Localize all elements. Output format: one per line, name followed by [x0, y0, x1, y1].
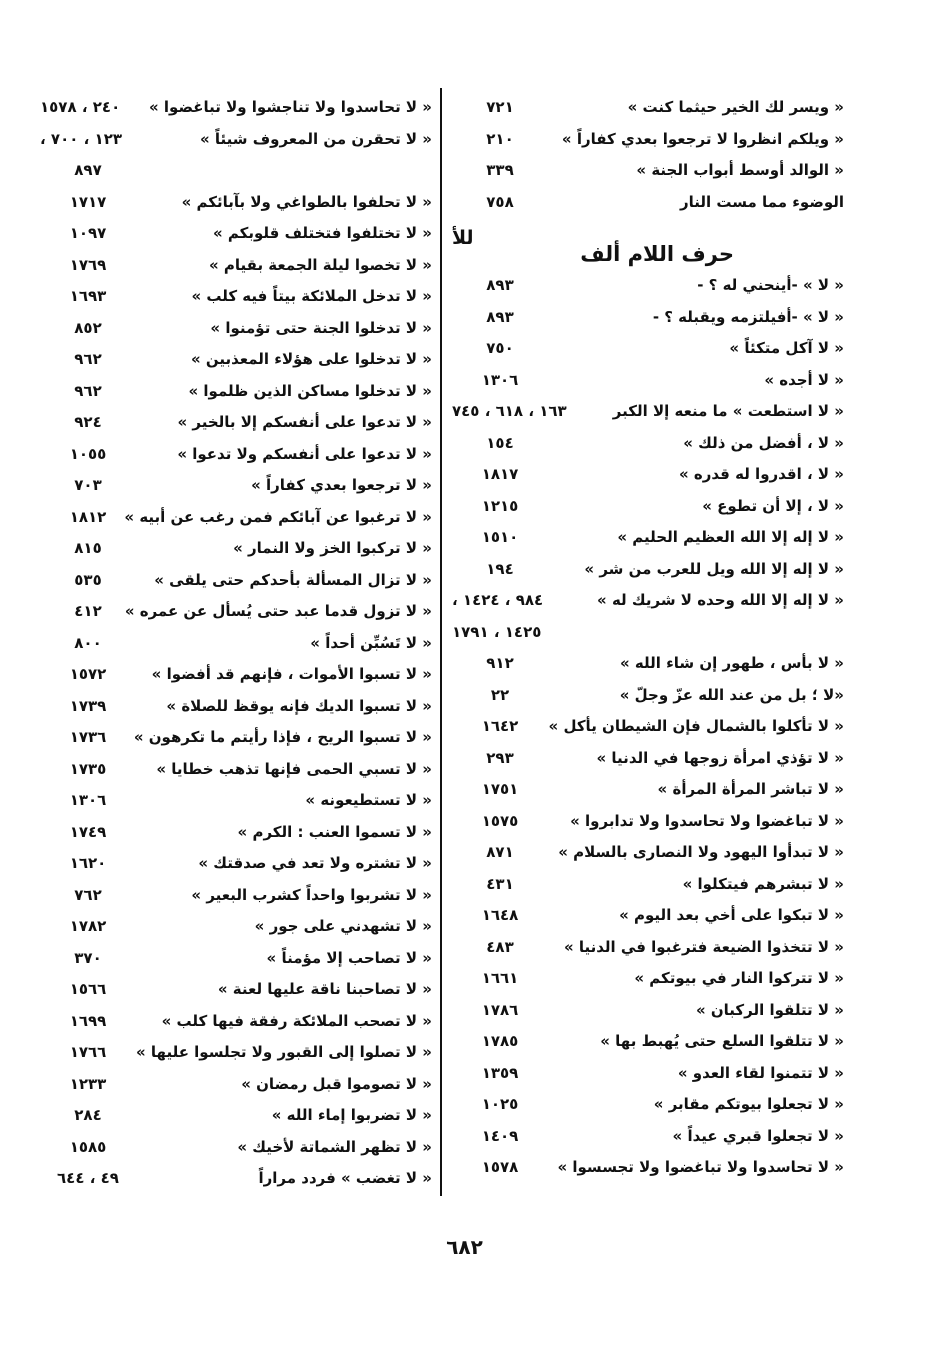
entry-number: ١٧٦٦	[69, 1043, 107, 1061]
index-entry	[452, 302, 844, 334]
entry-number: ٩٢٤	[74, 413, 102, 431]
entry-text: « لا تحلفوا بالطواغي ولا بآبائكم »	[181, 192, 432, 211]
index-entry	[452, 124, 844, 156]
entry-text: « ويسر لك الخير حيثما كنت »	[627, 98, 844, 116]
entry-number: ١٦٤٢	[481, 717, 519, 735]
entry-number: ٤٣١	[486, 874, 514, 893]
index-entry	[40, 344, 432, 376]
entry-text: « لا ترغبوا عن آبائكم فمن رغب عن أبيه »	[124, 507, 432, 526]
entry-number: ١٩٤	[486, 559, 514, 578]
entry-number: ٨٩٣	[486, 307, 514, 326]
index-entry	[452, 459, 844, 491]
entry-text: « لا تشتره ولا تعد في صدقتك »	[198, 854, 432, 872]
index-entry	[40, 943, 432, 975]
entry-number: ١٣٠٦	[69, 791, 107, 809]
entry-text: « لا تجعلوا قبري عيداً »	[672, 1126, 844, 1145]
entry-text: « لا تزول قدما عبد حتى يُسأل عن عمره »	[124, 602, 432, 620]
entry-number: ١٤٢٥ ، ١٧٩١	[452, 622, 542, 641]
entry-number: ٤٨٣	[486, 937, 514, 956]
index-entry	[452, 333, 844, 365]
index-entry	[40, 187, 432, 219]
index-entry	[452, 155, 844, 187]
index-entry	[40, 502, 432, 534]
entry-text: « لا تبدأوا اليهود ولا النصارى بالسلام »	[558, 843, 844, 861]
index-entry	[452, 963, 844, 995]
entry-number: ١٧٣٥	[69, 759, 107, 778]
entry-number: ٧٥٨	[486, 192, 514, 211]
entry-number: ١٥٦٦	[69, 980, 107, 998]
index-entry	[452, 1026, 844, 1058]
index-entry	[40, 533, 432, 565]
entry-number: ١٧٣٩	[69, 696, 107, 715]
index-entry	[40, 848, 432, 880]
index-entry	[40, 880, 432, 912]
index-entry	[40, 124, 432, 156]
entry-text: الوضوء مما مست النار	[680, 192, 844, 211]
entry-text: « لا تصلوا إلى القبور ولا تجلسوا عليها »	[136, 1043, 432, 1061]
index-entry	[452, 92, 844, 124]
index-entry	[452, 869, 844, 901]
entry-text: « لا » -أينحني له ؟ -	[697, 276, 844, 294]
index-entry	[40, 1100, 432, 1132]
entry-number: ٤١٢	[74, 602, 102, 620]
entry-text: «لا ؛ بل من عند الله عزّ وجلّ »	[619, 685, 844, 704]
entry-text: « لا تستطيعونه »	[305, 791, 432, 809]
right-column-entries	[452, 270, 844, 1184]
entry-text: « لا استطعت » ما منعه إلا الكبر	[612, 402, 844, 420]
index-entry	[40, 691, 432, 723]
index-entry	[40, 313, 432, 345]
entry-number: ٢٩٣	[486, 748, 514, 767]
entry-number: ٤٩ ، ٦٤٤	[57, 1169, 119, 1187]
entry-number: ١٣٠٦	[481, 370, 519, 389]
entry-number: ١٥٨٥	[69, 1137, 107, 1156]
index-entry	[452, 522, 844, 554]
entry-text: « لا تدخلوا الجنة حتى تؤمنوا »	[210, 318, 432, 337]
entry-number: ١٦٩٩	[69, 1011, 107, 1030]
index-entry	[40, 596, 432, 628]
index-entry	[40, 565, 432, 597]
page-number: ٦٨٢	[446, 1235, 483, 1259]
index-entry	[40, 1069, 432, 1101]
entry-text: « لا تدخلوا على هؤلاء المعذبين »	[190, 350, 432, 368]
entry-number: ١٢١٥	[481, 496, 519, 515]
entry-text: « لا تؤذي امرأة زوجها في الدنيا »	[596, 748, 844, 767]
entry-text: « لا تتمنوا لقاء العدو »	[677, 1063, 844, 1082]
index-entry	[40, 1163, 432, 1195]
entry-number: ٩٨٤ ، ١٤٢٤ ،	[452, 591, 544, 609]
entry-text: « لا إله إلا الله ويل للعرب من شر »	[584, 559, 844, 578]
entry-text: « لا تختلفوا فتختلف قلوبكم »	[212, 224, 432, 242]
index-entry	[40, 470, 432, 502]
entry-text: « لا » -أفيلتزمه ويقبله ؟ -	[652, 307, 844, 326]
entry-text: « لا بأس ، طهور إن شاء الله »	[619, 654, 844, 672]
index-entry	[452, 1152, 844, 1184]
right-column-entries-top	[452, 92, 844, 218]
entry-number: ٨٩٣	[486, 276, 514, 294]
entry-number: ٧٦٢	[74, 885, 102, 904]
index-entry	[452, 900, 844, 932]
entry-text: « لا تحقرن من المعروف شيئاً »	[199, 129, 432, 148]
index-entry	[452, 270, 844, 302]
entry-number: ١٤٠٩	[481, 1126, 519, 1145]
entry-number: ١٦٣ ، ٦١٨ ، ٧٤٥	[452, 402, 567, 420]
section-heading	[452, 218, 844, 270]
entry-text: « لا تدخل الملائكة بيتاً فيه كلب »	[191, 287, 432, 305]
entry-text: « لا أجده »	[764, 370, 844, 389]
entry-number: ١٠٢٥	[481, 1095, 519, 1113]
entry-text: « لا تسبوا الديك فإنه يوقظ للصلاة »	[166, 696, 432, 715]
index-entry	[452, 585, 844, 617]
entry-text: « لا تضربوا إماء الله »	[271, 1106, 432, 1124]
entry-text: « لا تصاحبنا ناقة عليها لعنة »	[217, 980, 432, 998]
entry-number: ١٢٣ ، ٧٠٠ ،	[40, 129, 123, 148]
index-entry	[452, 491, 844, 523]
entry-text: « لا تصحب الملائكة رفقة فيها كلب »	[161, 1011, 432, 1030]
entry-number: ٥٣٥	[74, 570, 102, 589]
entry-text: « ويلكم انظروا لا ترجعوا بعدي كفاراً »	[561, 129, 844, 148]
entry-number: ٧٥٠	[486, 339, 514, 357]
index-entry	[452, 837, 844, 869]
index-entry	[452, 428, 844, 460]
entry-text: « لا تدعوا على أنفسكم ولا تدعوا »	[177, 444, 432, 463]
index-entry	[452, 554, 844, 586]
index-entry	[452, 711, 844, 743]
entry-text: « لا تركبوا الخز ولا النمار »	[233, 539, 432, 557]
index-entry	[452, 1058, 844, 1090]
entry-number: ١٦٢٠	[69, 854, 107, 872]
index-entry	[40, 659, 432, 691]
index-entry	[452, 932, 844, 964]
index-entry	[452, 806, 844, 838]
index-entry	[452, 648, 844, 680]
entry-number: ١٧٨٦	[481, 1000, 519, 1019]
entry-number: ١٦٩٣	[69, 287, 107, 305]
entry-number: ٨٥٢	[74, 318, 102, 337]
entry-number: ٩٦٢	[74, 381, 102, 400]
index-entry	[452, 1121, 844, 1153]
entry-number: ٩١٢	[486, 654, 514, 672]
left-column	[40, 92, 432, 1195]
entry-number: ١٦٤٨	[481, 906, 519, 924]
entry-number: ١٧٦٩	[69, 255, 107, 274]
entry-text: « لا تسبوا الريح ، فإذا رأيتم ما تكرهون »	[133, 728, 432, 746]
index-entry	[452, 396, 844, 428]
entry-number: ١٦٦١	[481, 969, 519, 987]
entry-text: « لا تبكوا على أخي بعد اليوم »	[619, 906, 844, 924]
entry-number: ٩٦٢	[74, 350, 102, 368]
section-heading-title: حرف اللام ألف	[580, 242, 734, 266]
index-entry	[40, 376, 432, 408]
entry-number: ١٠٩٧	[69, 224, 107, 242]
entry-number: ٣٣٩	[486, 161, 514, 179]
entry-text: « لا تأكلوا بالشمال فإن الشيطان يأكل »	[548, 717, 844, 735]
index-entry	[40, 722, 432, 754]
entry-text: « لا ، أفضل من ذلك »	[683, 433, 844, 452]
entry-number: ١٥٧٥	[481, 811, 519, 830]
index-entry	[40, 92, 432, 124]
entry-number: ٨١٥	[74, 539, 102, 557]
index-entry	[40, 250, 432, 282]
entry-number: ٢١٠	[486, 129, 514, 148]
entry-number: ١٥٧٨	[481, 1158, 519, 1176]
entry-text: « لا تتخذوا الضيعة فترغبوا في الدنيا »	[563, 937, 844, 956]
entry-number: ٧٠٣	[74, 476, 102, 494]
entry-text: « لا ، اقدروا له قدره »	[678, 465, 844, 483]
entry-number: ٨٧١	[486, 843, 514, 861]
index-entry	[40, 911, 432, 943]
entry-number: ١٧٤٩	[69, 822, 107, 841]
entry-text: « لا تبشرهم فيتكلوا »	[682, 874, 844, 893]
index-entry	[40, 155, 432, 187]
entry-text: « لا تتركوا النار في بيوتكم »	[634, 969, 844, 987]
entry-text: « لا تجعلوا بيوتكم مقابر »	[653, 1095, 844, 1113]
entry-text: « لا ، إلا أن تطوع »	[702, 496, 844, 515]
entry-text: « لا إله إلا الله العظيم الحليم »	[617, 528, 844, 546]
entry-text: « لا تتلقوا الركبان »	[695, 1000, 844, 1019]
entry-number: ١٠٥٥	[69, 444, 107, 463]
entry-number: ٨٩٧	[74, 161, 102, 179]
entry-number: ١٣٥٩	[481, 1063, 519, 1082]
entry-number: ١٨١٢	[69, 507, 107, 526]
entry-text: « لا تباشر المرأة المرأة »	[657, 780, 844, 798]
entry-text: « لا تدخلوا مساكن الذين ظلموا »	[188, 381, 432, 400]
entry-text: « الوالد أوسط أبواب الجنة »	[636, 161, 844, 179]
entry-number: ١٧٣٦	[69, 728, 107, 746]
entry-number: ٢٢	[490, 685, 510, 704]
entry-text: « لا تصوموا قبل رمضان »	[241, 1074, 432, 1093]
index-entry	[40, 1132, 432, 1164]
entry-number: ١٢٣٣	[69, 1074, 107, 1093]
entry-number: ٣٧٠	[74, 948, 102, 967]
index-entry	[452, 774, 844, 806]
entry-number: ١٥٧٢	[69, 665, 107, 683]
entry-text: « لا تتلقوا السلع حتى يُهبط بها »	[600, 1032, 844, 1050]
entry-text: « لا تظهر الشماتة لأخيك »	[237, 1137, 432, 1156]
entry-text: « لا تدعوا على أنفسكم إلا بالخير »	[177, 413, 432, 431]
index-entry	[452, 743, 844, 775]
index-entry	[40, 628, 432, 660]
index-entry	[452, 995, 844, 1027]
index-entry	[40, 785, 432, 817]
entry-text: « لا تسموا العنب : الكرم »	[237, 822, 432, 841]
entry-number: ٧٢١	[486, 98, 514, 116]
section-heading-mark: للأ	[452, 227, 474, 249]
entry-number: ١٥٤	[486, 433, 514, 452]
index-entry	[40, 817, 432, 849]
index-entry	[40, 754, 432, 786]
index-entry	[40, 281, 432, 313]
entry-text: « لا تباغضوا ولا تحاسدوا ولا تدابروا »	[570, 811, 844, 830]
entry-number: ١٧٨٢	[69, 917, 107, 935]
entry-text: « لا تصاحب إلا مؤمناً »	[266, 948, 432, 967]
entry-text: « لا تشهدني على جور »	[254, 917, 432, 935]
entry-text: « لا تحاسدوا ولا تناجشوا ولا تباغضوا »	[148, 98, 432, 116]
index-entry	[40, 407, 432, 439]
entry-text: « لا آكل متكئاً »	[729, 339, 844, 357]
index-entry	[40, 439, 432, 471]
entry-text: « لا تزال المسألة بأحدكم حتى يلقى »	[154, 570, 432, 589]
entry-text: « لا تسبي الحمى فإنها تذهب خطايا »	[156, 759, 432, 778]
index-entry	[452, 680, 844, 712]
index-entry	[40, 218, 432, 250]
entry-number: ٢٤٠ ، ١٥٧٨	[40, 98, 121, 116]
index-entry	[40, 1037, 432, 1069]
entry-text: « لا تخصوا ليلة الجمعة بقيام »	[208, 255, 432, 274]
entry-text: « لا تغضب » فردد مراراً	[258, 1169, 432, 1187]
entry-number: ١٨١٧	[481, 465, 519, 483]
entry-number: ١٧٥١	[481, 780, 519, 798]
index-entry	[40, 974, 432, 1006]
entry-number: ١٥١٠	[481, 528, 519, 546]
entry-text: « لا تسبوا الأموات ، فإنهم قد أفضوا »	[151, 665, 432, 683]
entry-number: ٨٠٠	[74, 633, 102, 652]
index-entry	[452, 365, 844, 397]
entry-text: « لا تَسُبِّن أحداً »	[310, 633, 432, 652]
entry-text: « لا ترجعوا بعدي كفاراً »	[251, 476, 432, 494]
left-column-entries	[40, 92, 432, 1195]
column-divider	[440, 88, 442, 1196]
entry-text: « لا تشربوا واحداً كشرب البعير »	[191, 885, 432, 904]
entry-text: « لا إله إلا الله وحده لا شريك له »	[597, 591, 844, 609]
index-entry	[452, 1089, 844, 1121]
index-entry	[452, 187, 844, 219]
entry-number: ١٧٨٥	[481, 1032, 519, 1050]
entry-number: ١٧١٧	[69, 192, 107, 211]
entry-number: ٢٨٤	[74, 1106, 102, 1124]
right-column	[452, 92, 844, 1184]
index-entry	[40, 1006, 432, 1038]
entry-text: « لا تحاسدوا ولا تباغضوا ولا تجسسوا »	[557, 1158, 844, 1176]
index-entry	[452, 617, 844, 649]
